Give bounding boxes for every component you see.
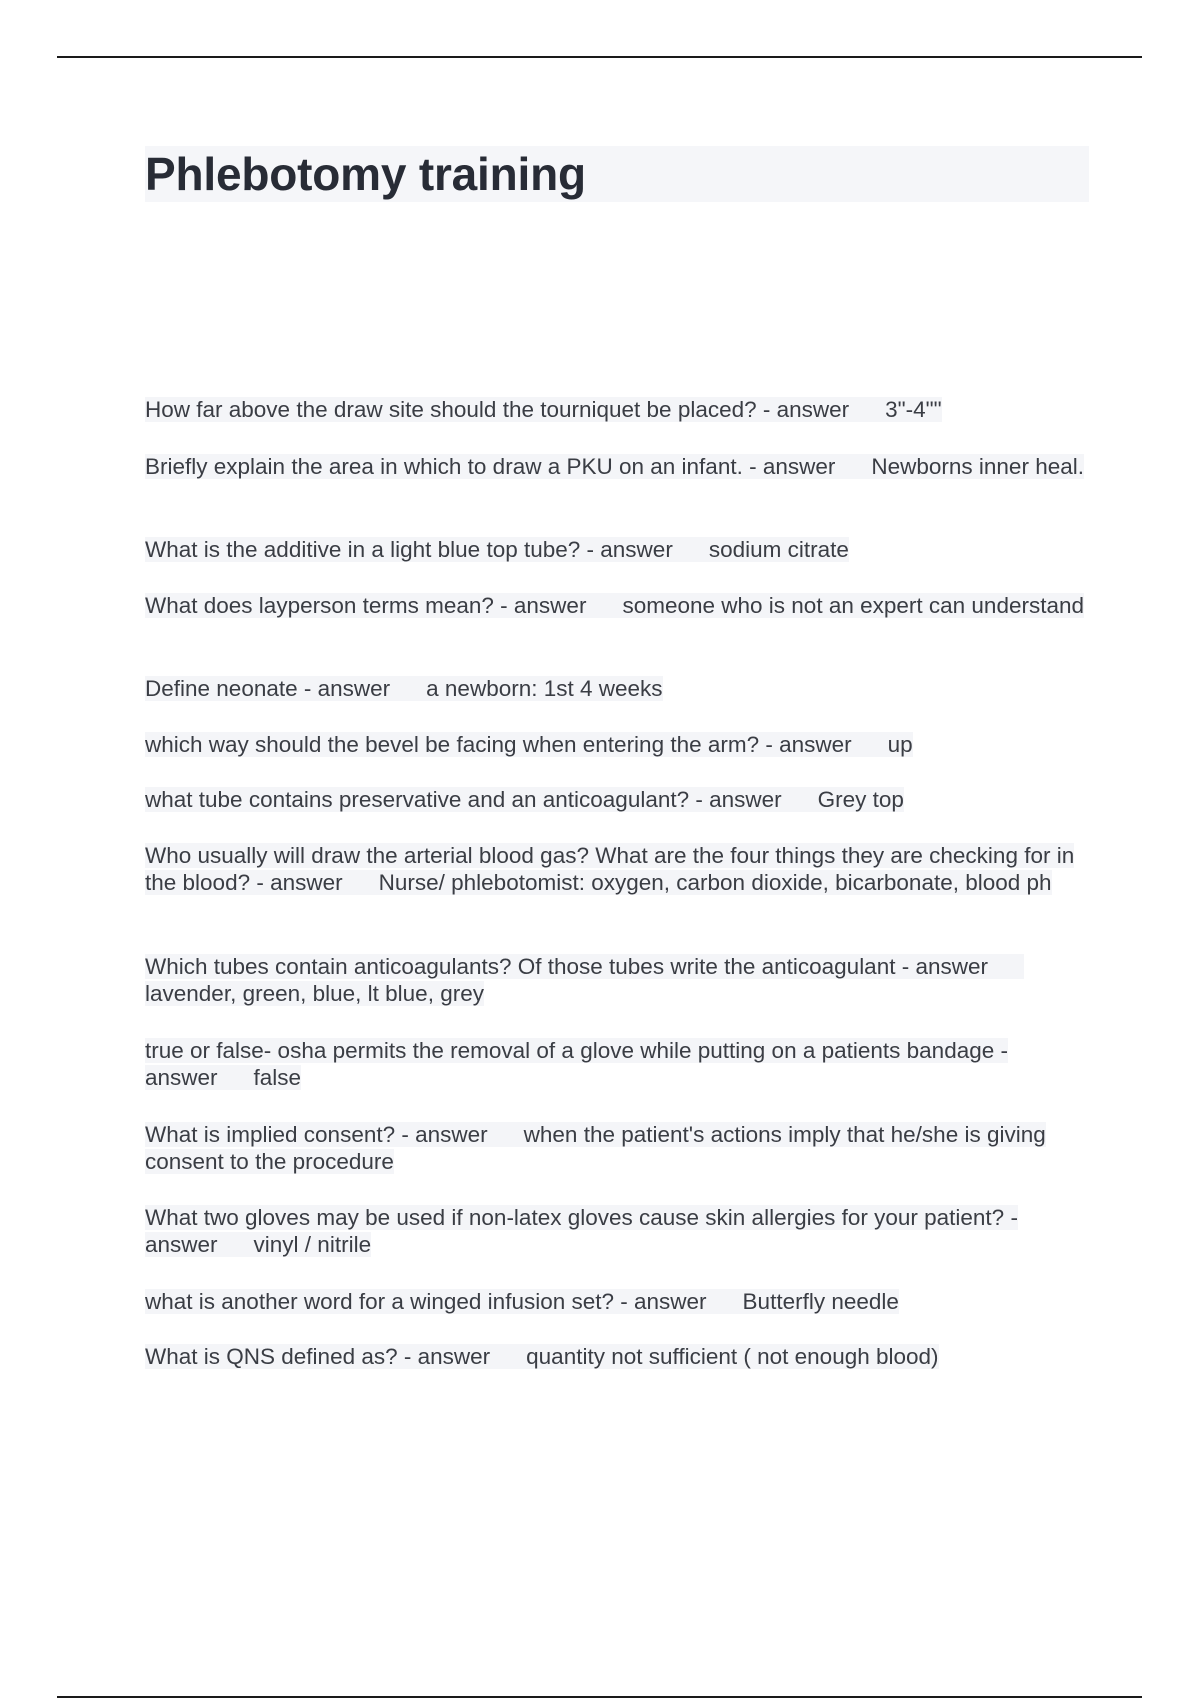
answer-text: lavender, green, blue, lt blue, grey (145, 981, 484, 1006)
question-text: which way should the bevel be facing when entering the arm? - answer (145, 732, 852, 757)
answer-text: Grey top (817, 787, 904, 812)
qa-item (145, 675, 1085, 702)
question-text: what is another word for a winged infusion set? - answer (145, 1289, 707, 1314)
question-text: Define neonate - answer (145, 676, 391, 701)
answer-text: quantity not sufficient ( not enough blood) (526, 1344, 939, 1369)
question-text: What two gloves may be used if non-latex gloves cause skin allergies for your patient? - answer (145, 1205, 1018, 1257)
question-text: What is the additive in a light blue top tube? - answer (145, 537, 673, 562)
question-text: what tube contains preservative and an anticoagulant? - answer (145, 787, 782, 812)
qa-item (145, 1121, 1085, 1175)
question-text: What is QNS defined as? - answer (145, 1344, 491, 1369)
page-title: Phlebotomy training (145, 148, 586, 200)
answer-text: a newborn: 1st 4 weeks (426, 676, 663, 701)
qa-item (145, 1037, 1085, 1091)
answer-text: Newborns inner heal. (871, 454, 1084, 479)
answer-text: 3"-4"" (885, 397, 942, 422)
answer-text: Butterfly needle (742, 1289, 899, 1314)
question-text: Briefly explain the area in which to draw a PKU on an infant. - answer (145, 454, 836, 479)
qa-item (145, 536, 1085, 563)
answer-text: false (253, 1065, 302, 1090)
question-text: Who usually will draw the arterial blood gas? What are the four things they are checking for in the blood? - answer (145, 843, 1075, 895)
question-text: How far above the draw site should the tourniquet be placed? - answer (145, 397, 850, 422)
question-text: What is implied consent? - answer (145, 1122, 488, 1147)
qa-item (145, 953, 1085, 1007)
answer-text: Nurse/ phlebotomist: oxygen, carbon dioxide, bicarbonate, blood ph (378, 870, 1052, 895)
top-rule (57, 56, 1142, 58)
question-text: What does layperson terms mean? - answer (145, 593, 587, 618)
qa-item (145, 396, 1085, 423)
answer-text: someone who is not an expert can understand (622, 593, 1084, 618)
qa-item (145, 453, 1085, 480)
qa-item (145, 842, 1085, 896)
answer-text: up (887, 732, 913, 757)
answer-text: sodium citrate (708, 537, 849, 562)
qa-item (145, 1288, 1085, 1315)
qa-item (145, 731, 1085, 758)
question-text: true or false- osha permits the removal of a glove while putting on a patients bandage - answer (145, 1038, 1008, 1090)
question-text: Which tubes contain anticoagulants? Of those tubes write the anticoagulant - answer (145, 954, 988, 979)
qa-item (145, 592, 1085, 619)
bottom-rule (57, 1696, 1142, 1698)
qa-item (145, 1343, 1085, 1370)
qa-item (145, 1204, 1085, 1258)
answer-text: when the patient's actions imply that he/she is giving consent to the procedure (145, 1122, 1046, 1174)
qa-item (145, 786, 1085, 813)
answer-text: vinyl / nitrile (253, 1232, 372, 1257)
